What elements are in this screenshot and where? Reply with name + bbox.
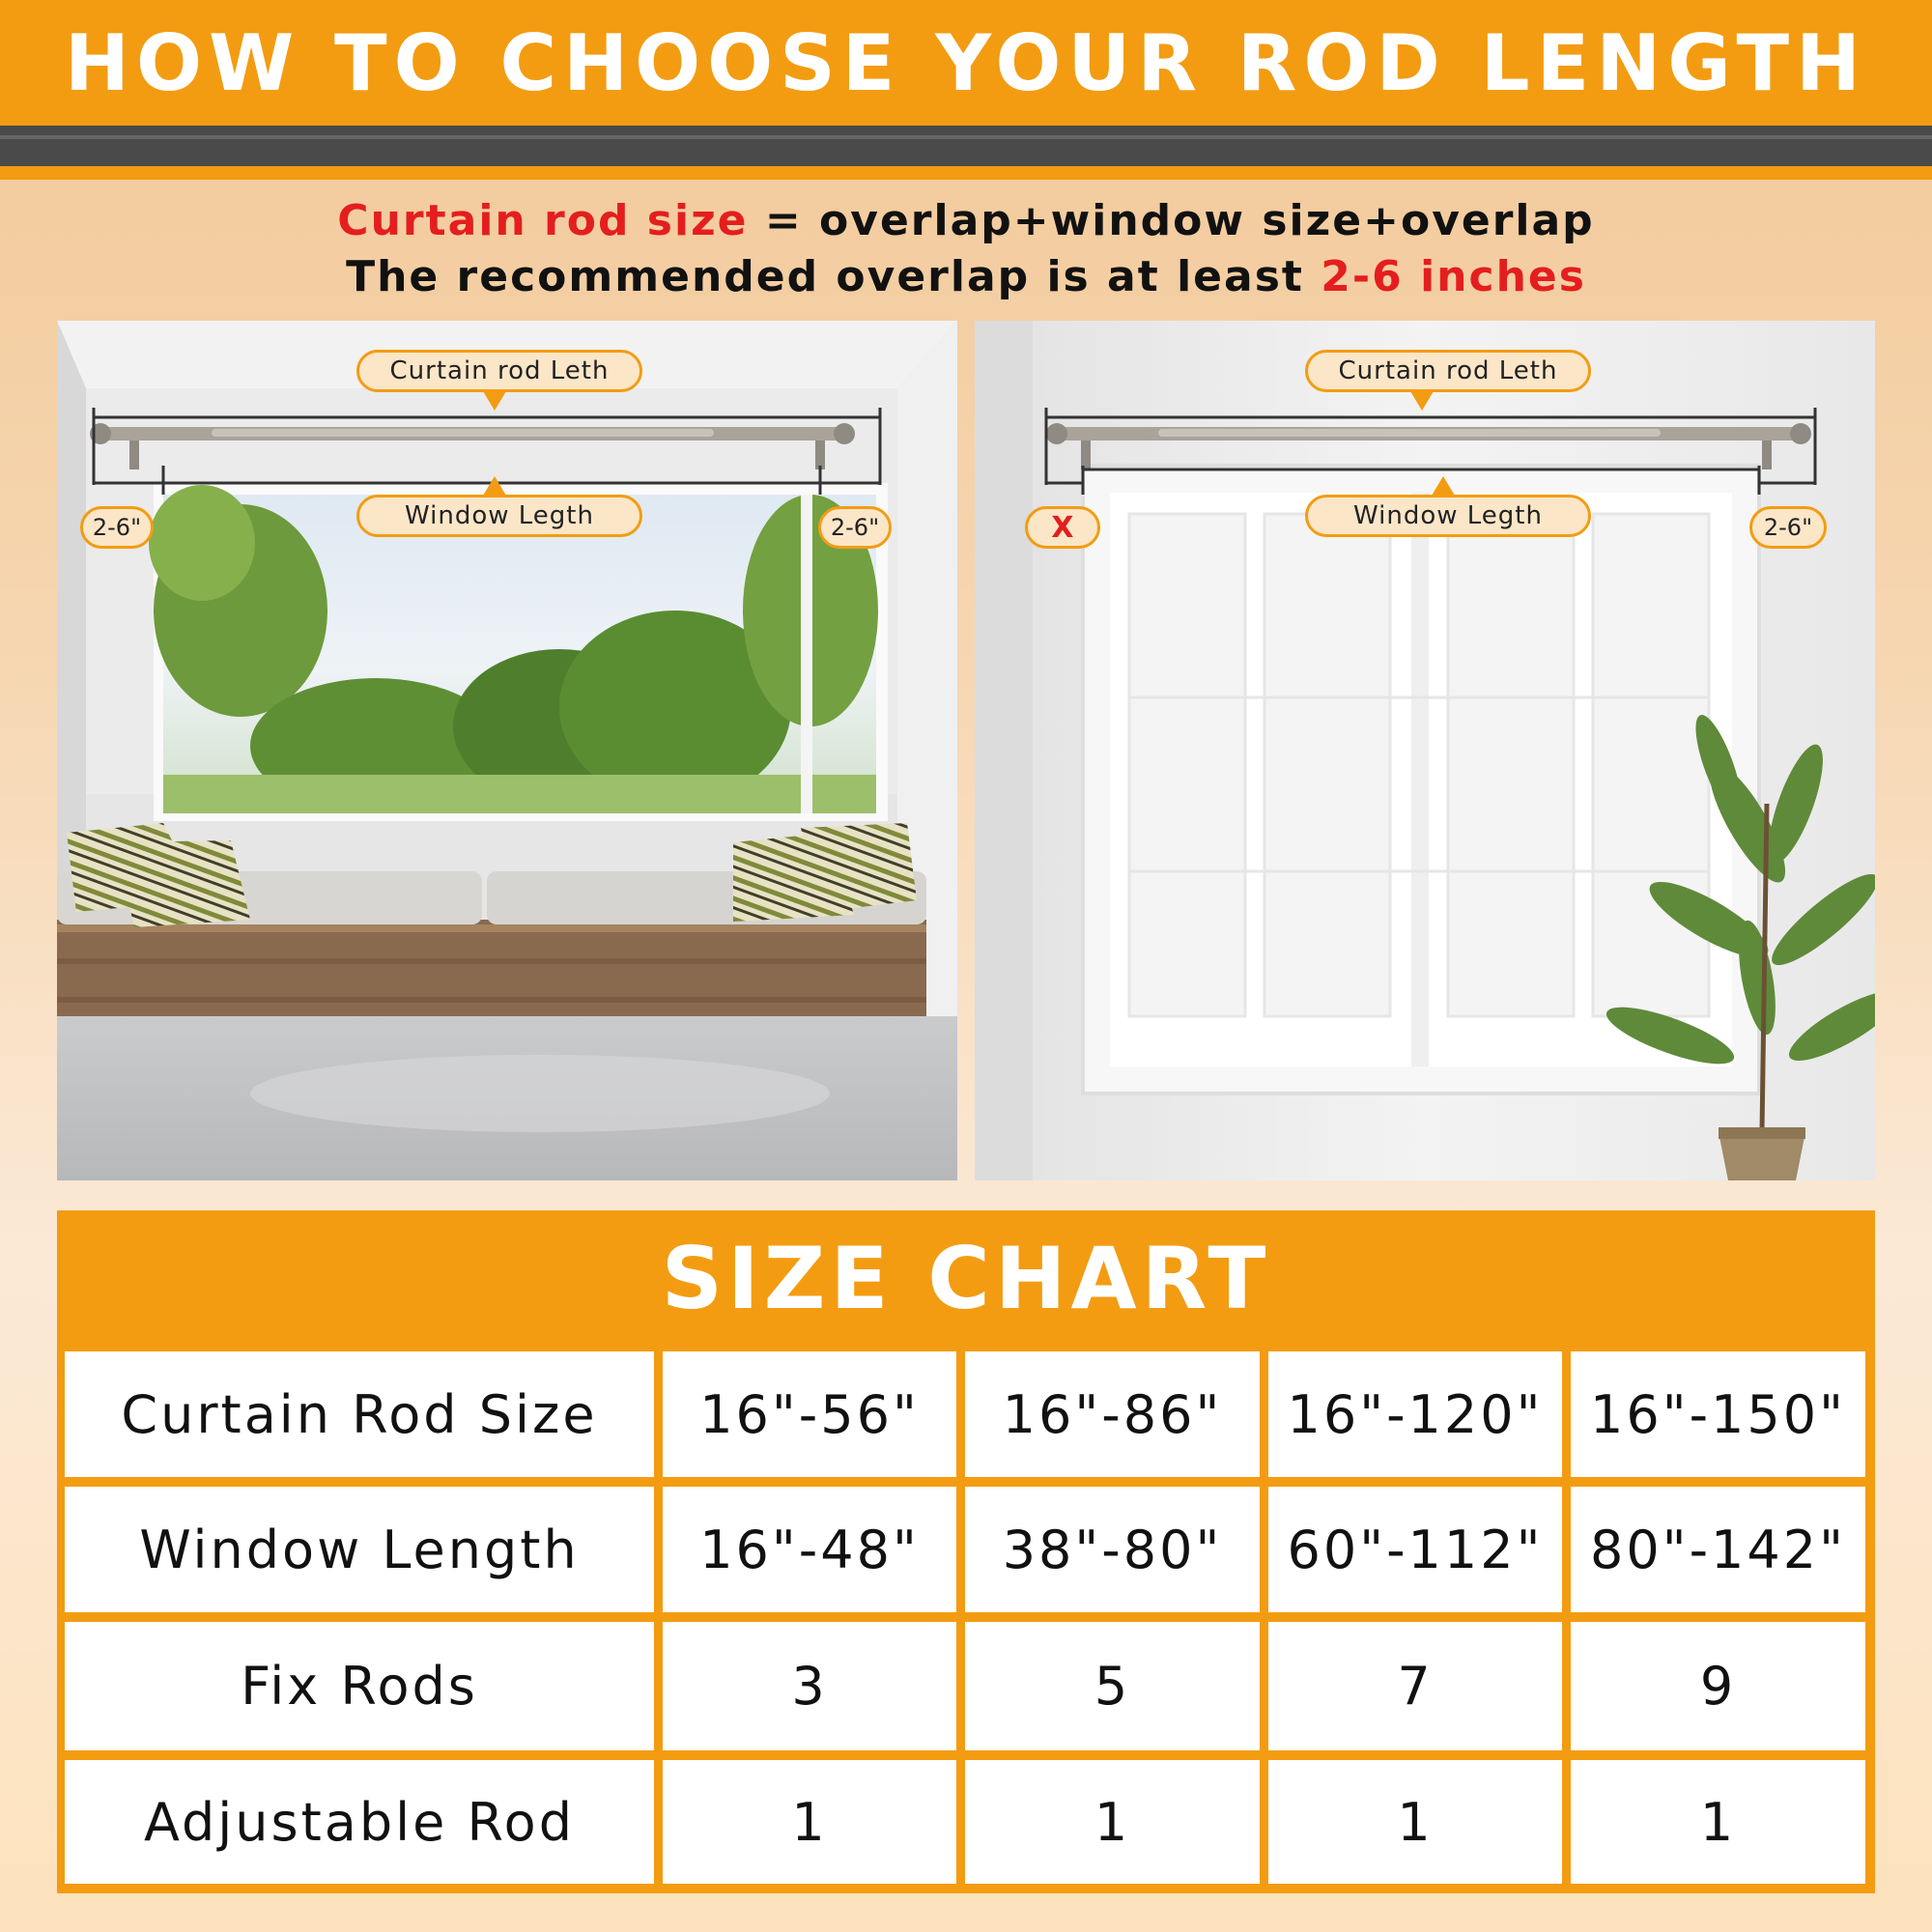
size-chart-table [65,1351,1867,1886]
table-cell: 1 [663,1760,956,1884]
row-label: Adjustable Rod [65,1760,654,1884]
pointer-down-icon [483,391,506,411]
window-label-text: Window Legth [1353,501,1543,530]
pointer-down-icon [1410,391,1434,411]
table-cell: 1 [965,1760,1260,1884]
overlap-left-label [1025,506,1100,549]
formula-line-2 [0,249,1932,305]
pointer-up-icon [1432,476,1455,496]
white-window-scene [975,321,1875,1180]
row-label: Fix Rods [65,1622,654,1750]
size-chart [57,1210,1875,1893]
table-cell: 7 [1268,1622,1562,1750]
overlap-text: The recommended overlap is at least [346,252,1321,301]
window-length-label [356,495,642,537]
window-seat-illustration [57,321,957,1180]
row-label: Curtain Rod Size [65,1351,654,1477]
table-cell: 38"-80" [965,1487,1260,1612]
table-cell: 16"-150" [1571,1351,1865,1477]
white-window-illustration [975,321,1875,1180]
overlap-right-text: 2-6" [830,514,880,541]
formula-highlight: Curtain rod size [337,196,749,245]
overlap-right-label [818,506,892,549]
curtain-rod-length-label [1305,350,1591,392]
curtain-rod-length-label [356,350,642,392]
overlap-left-text: 2-6" [92,514,142,541]
table-cell: 80"-142" [1571,1487,1865,1612]
orange-stripe [0,166,1932,180]
formula-line-1 [0,193,1932,249]
x-mark-icon: X [1051,510,1074,545]
table-cell: 60"-112" [1268,1487,1562,1612]
rod-label-text: Curtain rod Leth [1338,356,1558,385]
window-length-label [1305,495,1591,537]
table-cell: 16"-86" [965,1351,1260,1477]
table-cell: 3 [663,1622,956,1750]
table-cell: 16"-48" [663,1487,956,1612]
page-title: HOW TO CHOOSE YOUR ROD LENGTH [64,17,1867,108]
table-cell: 16"-56" [663,1351,956,1477]
overlap-right-text: 2-6" [1763,514,1813,541]
row-label: Window Length [65,1487,654,1612]
formula-block [0,193,1932,305]
window-label-text: Window Legth [405,501,594,530]
table-cell: 9 [1571,1622,1865,1750]
header-banner [0,0,1932,126]
overlap-left-label [80,506,154,549]
overlap-right-label [1749,506,1827,549]
overlap-highlight: 2-6 inches [1321,252,1586,301]
pointer-up-icon [483,476,506,496]
table-cell: 16"-120" [1268,1351,1562,1477]
table-cell: 1 [1571,1760,1865,1884]
size-chart-title: SIZE CHART [661,1228,1271,1328]
table-cell: 5 [965,1622,1260,1750]
dark-stripe [0,126,1932,166]
window-seat-scene [57,321,957,1180]
formula-rest: = overlap+window size+overlap [748,196,1595,245]
rod-label-text: Curtain rod Leth [389,356,610,385]
table-cell: 1 [1268,1760,1562,1884]
